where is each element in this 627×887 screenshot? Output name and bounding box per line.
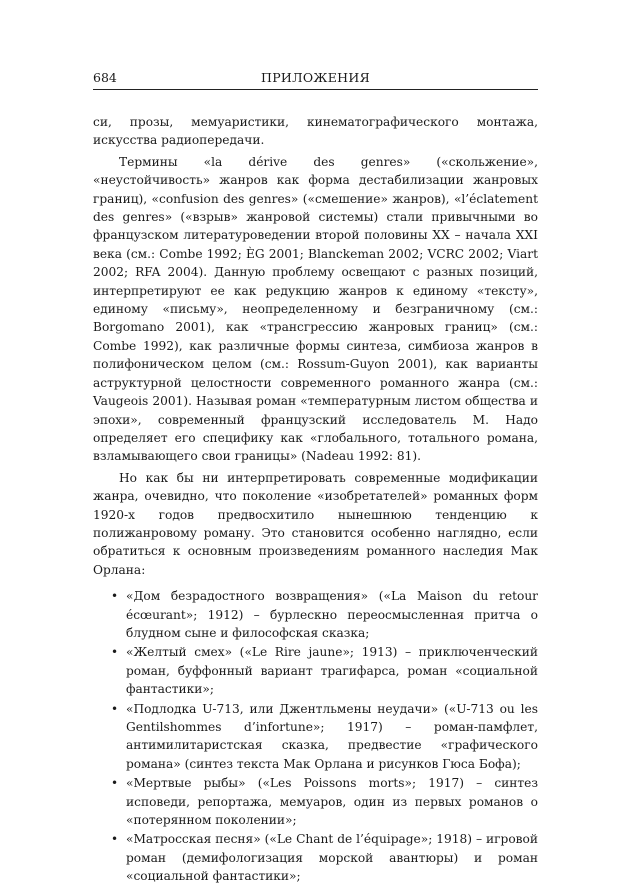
header-rule: [93, 89, 538, 90]
list-item: [93, 587, 538, 642]
paragraph-continuation: си, прозы, мемуаристики, кинематографического монтажа, искусства радиопередачи.: [93, 115, 538, 148]
page-number: 684: [93, 70, 117, 85]
list-item-text: «Подлодка U-713, или Джентльмены неудачи» («U-713 ou les Gentilshommes d’infortune»; 1917) – роман-памфлет, антимилитаристская сказка, предвестие «графического романа» (синтез текста Мак Орлана и рисунков Гюса Бофа);: [126, 701, 538, 771]
bullet-icon: •: [111, 701, 119, 716]
section-title: ПРИЛОЖЕНИЯ: [261, 70, 370, 85]
list-item: [93, 774, 538, 829]
bullet-icon: •: [111, 832, 119, 847]
list-item: [93, 643, 538, 698]
list-item-text: «Дом безрадостного возвращения» («La Maison du retour écœurant»; 1912) – бурлескно переосмысленная притча о блудном сыне и философская сказка;: [126, 589, 538, 640]
bullet-icon: •: [111, 589, 119, 604]
bullet-icon: •: [111, 776, 119, 791]
bullet-icon: •: [111, 645, 119, 660]
body-text: [93, 113, 538, 887]
paragraph-terms: Термины «la dérive des genres» («скольжение», «неустойчивость» жанров как форма дестабилизации жанровых границ), «confusion des genres» («смешение» жанров), «l’éclatement des genres» («взрыв» жанровой системы) стали привычными во французском литературоведении второй половины XX – начала XXI века (см.: Combe 1992; ÈG 2001; Blanckeman 2002; VCRC 2002; Viart 2002; RFA 2004). Данную проблему освещают с разных позиций, интерпретируют ее как редукцию жанров к единому «тексту», единому «письму», неопределенному и безграничному (см.: Borgomano 2001), как «трансгрессию жанровых границ» (см.: Combe 1992), как различные формы синтеза, симбиоза жанров в полифоническом целом (см.: Rossum-Guyon 2001), как варианты аструктурной целостности современного романного жанра (см.: Vaugeois 2001). Называя роман «температурным листом общества и эпохи», современный французский исследователь М. Надо определяет его специфику как «глобального, тотального романа, взламывающего свои границы» (Nadeau 1992: 81).: [93, 154, 538, 464]
list-item-text: «Мертвые рыбы» («Les Poissons morts»; 1917) – синтез исповеди, репортажа, мемуаров, один из первых романов о «потерянном поколении»;: [126, 776, 538, 828]
list-item: [93, 700, 538, 774]
list-item-text: «Матросская песня» («Le Chant de l’équipage»; 1918) – игровой роман (демифологизация морской авантюры) и роман «социальной фантастики»;: [126, 832, 538, 884]
list-item: [93, 830, 538, 885]
works-list: [93, 587, 538, 886]
list-item-text: «Желтый смех» («Le Rire jaune»; 1913) – приключенческий роман, буффонный вариант трагифарса, роман «социальной фантастики»;: [126, 645, 538, 697]
paragraph-generation: Но как бы ни интерпретировать современные модификации жанра, очевидно, что поколение «изобретателей» романных форм 1920-х годов предвосхитило нынешнюю тенденцию к полижанровому роману. Это становится особенно наглядно, если обратиться к основным произведениям романного наследия Мак Орлана:: [93, 470, 538, 577]
